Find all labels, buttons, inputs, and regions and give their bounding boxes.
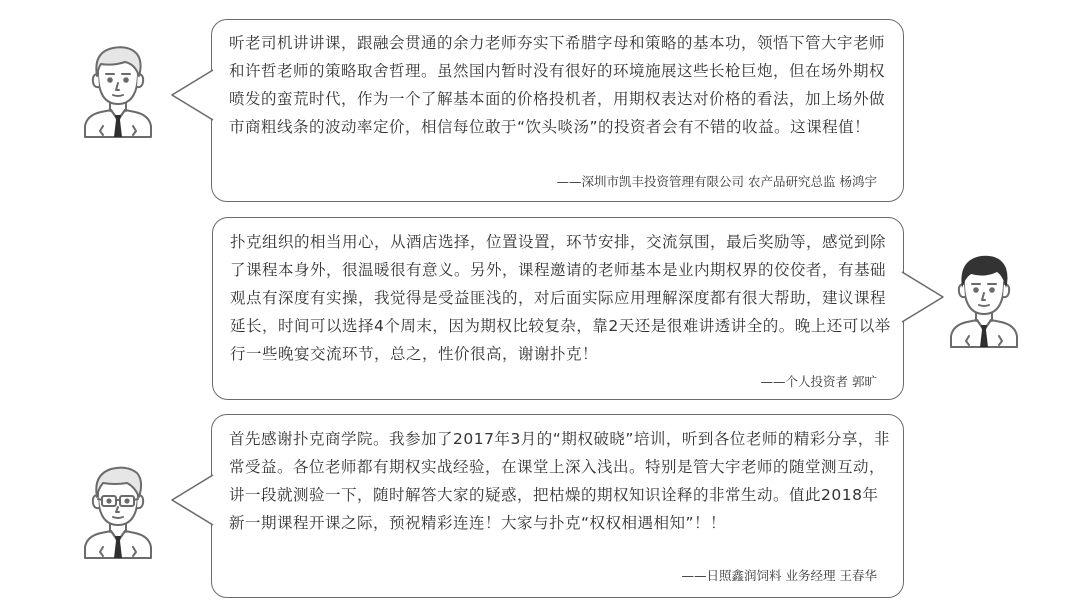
man-avatar-side-part-icon (79, 40, 157, 140)
quote-signature-2: ——个人投资者 郭旷 (760, 374, 877, 389)
quote-bubble-1 (211, 19, 904, 202)
quote-signature-1: ——深圳市凯丰投资管理有限公司 农产品研究总监 杨鸿宇 (556, 174, 877, 189)
quote-bubble-2 (212, 217, 904, 400)
bubble-tail-left (172, 70, 216, 120)
quote-bubble-3 (211, 414, 904, 598)
bubble-tail-left (172, 475, 216, 525)
quote-text-2: 扑克组织的相当用心，从酒店选择，位置设置，环节安排，交流氛围，最后奖励等，感觉到除了课程本身外，很温暖很有意义。另外，课程邀请的老师基本是业内期权界的佼佼者，有基础观点有深度有实操，我觉得是受益匪浅的，对后面实际应用理解深度都有很大帮助，建议课程延长，时间可以选择4个周末，因为期权比较复杂，靠2天还是很难讲透讲全的。晚上还可以举行一些晚宴交流环节，总之，性价很高，谢谢扑克！ (230, 233, 891, 363)
quote-text-1: 听老司机讲讲课，跟融会贯通的余力老师夯实下希腊字母和策略的基本功，领悟下管大宇老师和许哲老师的策略取舍哲理。虽然国内暂时没有很好的环境施展这些长枪巨炮，但在场外期权喷发的蛮荒时代，作为一个了解基本面的价格投机者，用期权表达对价格的看法，加上场外做市商粗线条的波动率定价，相信每位敢于“饮头啖汤”的投资者会有不错的收益。这课程值！ (229, 34, 886, 136)
man-avatar-dark-hair-icon (945, 250, 1023, 350)
bubble-tail-right (899, 272, 943, 322)
man-avatar-glasses-icon (79, 461, 157, 561)
quote-text-3: 首先感谢扑克商学院。我参加了2017年3月的“期权破晓”培训，听到各位老师的精彩分享，非常受益。各位老师都有期权实战经验，在课堂上深入浅出。特别是管大宇老师的随堂测互动，讲一段就测验一下，随时解答大家的疑惑，把枯燥的期权知识诠释的非常生动。值此2018年新一期课程开课之际，预祝精彩连连！大家与扑克“权权相遇相知”！！ (229, 430, 890, 532)
quote-signature-3: ——日照鑫润饲料 业务经理 王春华 (681, 568, 877, 583)
